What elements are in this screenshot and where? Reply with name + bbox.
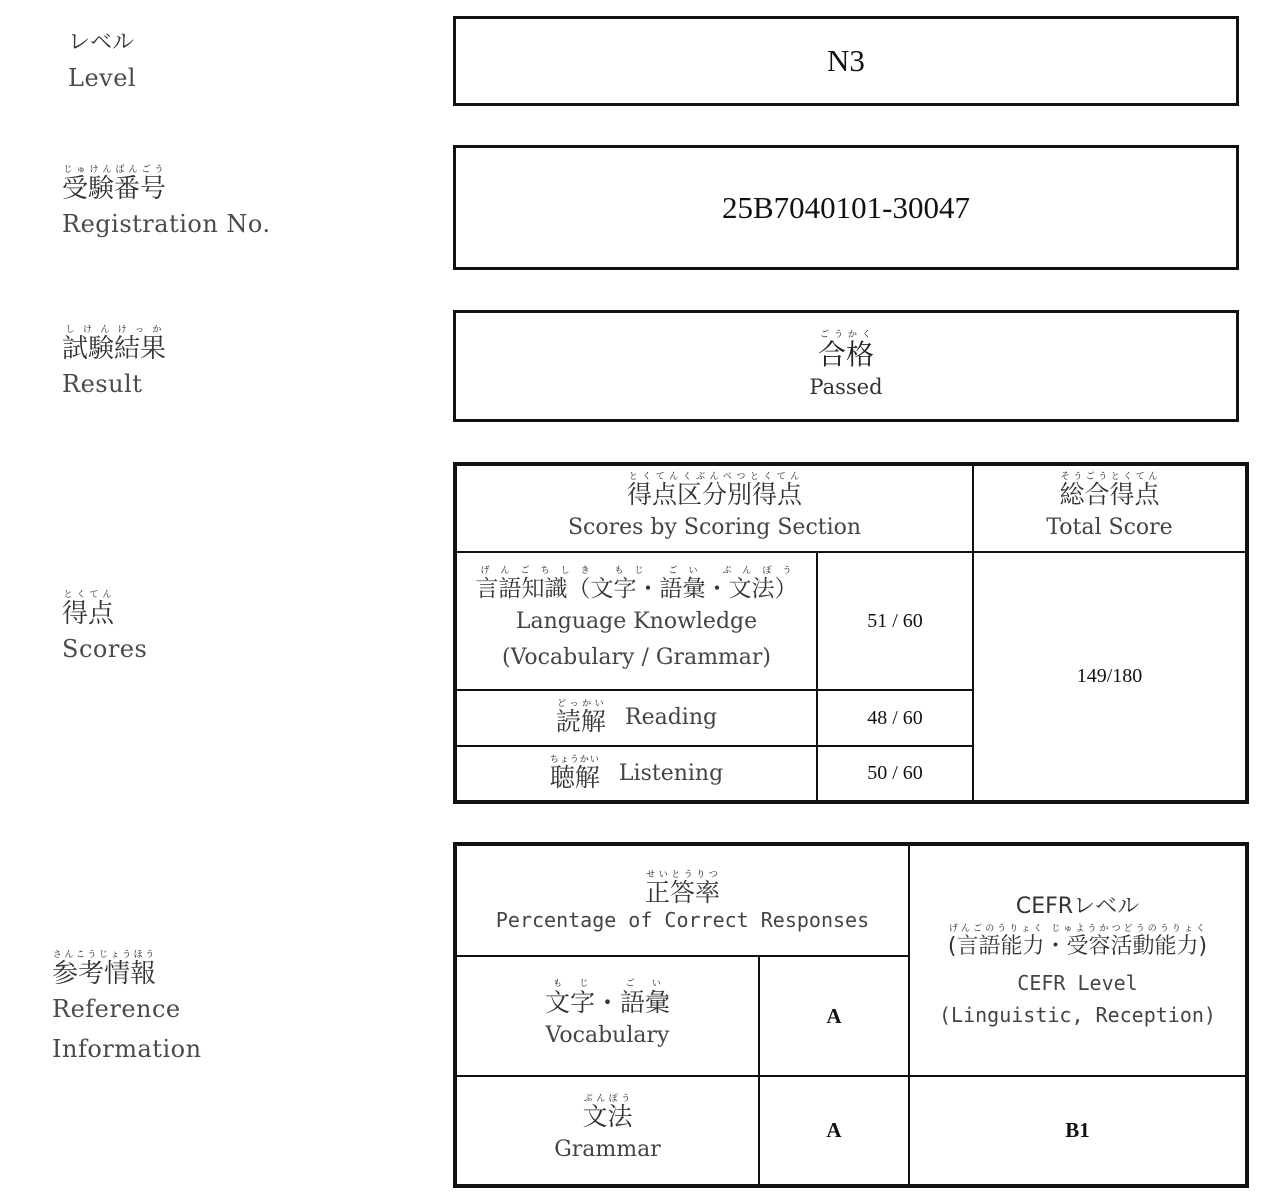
pct-correct-header: 正答率せいとうりつ Percentage of Correct Responses bbox=[455, 844, 909, 956]
listening-en: Listening bbox=[618, 760, 724, 786]
cefr-header-line3: CEFR Level bbox=[1017, 971, 1138, 995]
label-result-jp: 試験結果しけんけっか bbox=[62, 325, 167, 364]
label-result bbox=[62, 325, 492, 404]
label-reference bbox=[52, 950, 482, 1069]
result-box bbox=[453, 310, 1239, 422]
level-value: N3 bbox=[827, 43, 865, 78]
registration-box bbox=[453, 145, 1239, 270]
language-knowledge-en2: (Vocabulary / Grammar) bbox=[501, 645, 772, 670]
reading-en: Reading bbox=[625, 705, 718, 730]
language-knowledge-en1: Language Knowledge bbox=[515, 609, 758, 634]
result-en: Passed bbox=[809, 375, 883, 399]
ref-grammar-en: Grammar bbox=[554, 1136, 661, 1162]
total-score-header-en: Total Score bbox=[1046, 514, 1173, 540]
cefr-header bbox=[909, 844, 1247, 1076]
registration-value: 25B7040101-30047 bbox=[722, 189, 970, 225]
section-language-knowledge: 言語知識（文字・語彙・文法）げんごちしき もじ ごい ぶんぽう Language Knowledge (Vocabulary / Grammar) bbox=[455, 552, 817, 690]
scores-section-header: 得点区分別得点とくてんくぶんべつとくてん Scores by Scoring Section bbox=[455, 464, 973, 552]
label-level-en: Level bbox=[68, 64, 137, 92]
score-listening: 50 / 60 bbox=[817, 746, 973, 802]
scores-table bbox=[453, 462, 1249, 804]
reference-table bbox=[453, 842, 1249, 1188]
cefr-value: B1 bbox=[909, 1076, 1247, 1186]
label-reference-en2: Information bbox=[52, 1035, 202, 1063]
ref-grammar-label: 文法ぶんぽう Grammar bbox=[455, 1076, 759, 1186]
level-box bbox=[453, 16, 1239, 106]
total-score-value: 149/180 bbox=[973, 552, 1247, 802]
label-reference-jp: 参考情報さんこうじょうほう bbox=[52, 950, 157, 989]
label-registration bbox=[62, 165, 492, 244]
ref-grammar-grade: A bbox=[759, 1076, 909, 1186]
total-score-header: 総合得点そうごうとくてん Total Score bbox=[973, 464, 1247, 552]
ref-vocabulary-grade: A bbox=[759, 956, 909, 1076]
label-scores-jp: 得点とくてん bbox=[62, 590, 115, 629]
label-reference-en1: Reference bbox=[52, 995, 181, 1023]
label-result-en: Result bbox=[62, 370, 143, 398]
cefr-header-line4: (Linguistic, Reception) bbox=[939, 1003, 1216, 1027]
label-level bbox=[68, 28, 498, 98]
section-reading: 読解どっかい Reading bbox=[455, 690, 817, 746]
label-scores-en: Scores bbox=[62, 635, 148, 663]
label-scores bbox=[62, 590, 492, 669]
score-language-knowledge: 51 / 60 bbox=[817, 552, 973, 690]
cefr-header-line2: (言語能力・受容活動能力)げんごのうりょく じゅようかつどうのうりょく bbox=[947, 924, 1208, 959]
label-registration-en: Registration No. bbox=[62, 210, 271, 238]
ref-vocabulary-en: Vocabulary bbox=[545, 1022, 670, 1048]
ref-vocabulary-label: 文字・語彙もじ ごい Vocabulary bbox=[455, 956, 759, 1076]
score-reading: 48 / 60 bbox=[817, 690, 973, 746]
label-registration-jp: 受験番号じゅけんばんごう bbox=[62, 165, 167, 204]
result-jp: 合格ごうかく bbox=[817, 330, 874, 371]
section-listening: 聴解ちょうかい Listening bbox=[455, 746, 817, 802]
pct-correct-header-en: Percentage of Correct Responses bbox=[495, 907, 870, 932]
scores-section-header-en: Scores by Scoring Section bbox=[567, 514, 862, 540]
cefr-header-line1: CEFRレベル bbox=[1015, 894, 1140, 919]
label-level-jp: レベル bbox=[68, 30, 135, 55]
